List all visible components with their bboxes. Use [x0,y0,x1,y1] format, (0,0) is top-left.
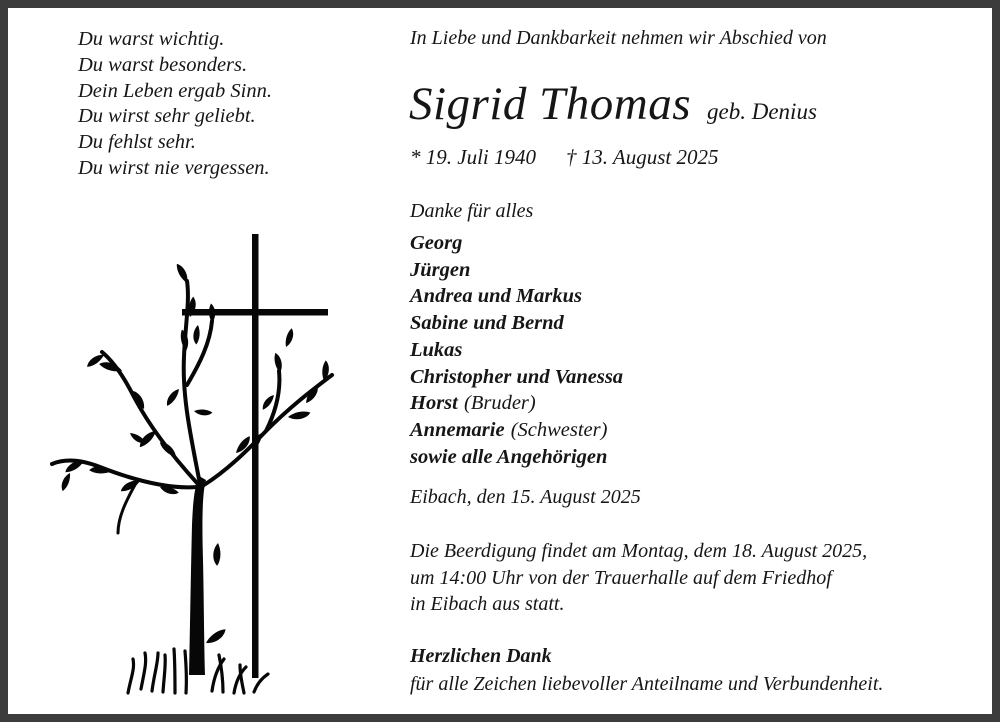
mourner-name: Annemarie [410,418,505,441]
life-dates [410,145,718,170]
death-date: † 13. August 2025 [566,145,719,169]
mourner-row [410,390,629,417]
poem-line: Du fehlst sehr. [78,131,196,154]
closing-line: für alle Zeichen liebevoller Anteilname und Verbundenheit. [410,673,884,695]
mourner-name: Horst [410,392,458,415]
mourner-row [410,337,629,364]
mourner-row [410,364,629,391]
mourner-row [410,283,629,310]
mourner-row [410,310,629,337]
poem-line: Du warst wichtig. [78,28,225,50]
mourner-name: Jürgen [410,258,471,281]
funeral-info-line: Die Beerdigung findet am Montag, dem 18. August 2025, [410,540,868,562]
intro-line: In Liebe und Dankbarkeit nehmen wir Abschied von [410,27,827,49]
poem-line: Du wirst sehr geliebt. [78,105,256,128]
poem-line: Du warst besonders. [78,53,248,76]
mourner-name: Christopher und Vanessa [410,365,624,388]
closing-thanks: Herzlichen Dank [410,645,552,667]
birth-date: * 19. Juli 1940 [410,145,536,169]
mourner-row [410,230,629,257]
poem-line: Du wirst nie vergessen. [78,156,270,179]
tree-and-cross-icon [40,225,340,705]
mourner-row [410,444,629,471]
tree-cross-illustration [40,225,340,705]
poem-line: Dein Leben ergab Sinn. [78,79,272,102]
mourners-list [410,230,629,470]
funeral-info-line: in Eibach aus statt. [410,593,565,616]
mourner-row [410,257,629,284]
mourner-relation: (Schwester) [510,418,608,441]
mourner-name: sowie alle Angehörigen [410,445,608,468]
deceased-name: Sigrid Thomas [409,78,692,130]
memorial-poem [78,27,272,182]
funeral-info [410,538,867,618]
funeral-info-line: um 14:00 Uhr von der Trauerhalle auf dem Friedhof [410,566,832,589]
mourner-row [410,417,629,444]
mourner-name: Lukas [410,338,463,361]
maiden-name: geb. Denius [707,99,817,124]
mourner-name: Sabine und Bernd [410,312,564,335]
mourner-name: Andrea und Markus [410,285,583,308]
mourner-name: Georg [410,232,463,254]
thanks-intro: Danke für alles [410,200,534,222]
place-date-line: Eibach, den 15. August 2025 [410,486,641,508]
mourner-relation: (Bruder) [464,392,536,415]
deceased-name-row [409,80,817,139]
